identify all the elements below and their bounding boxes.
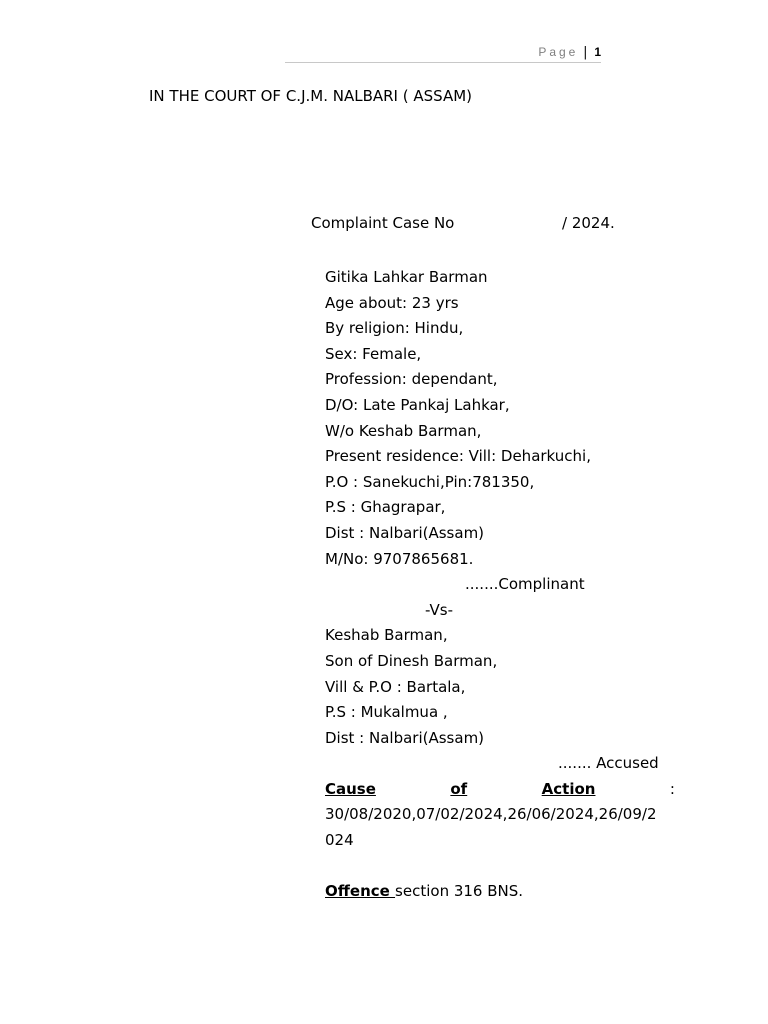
- cause-colon: :: [669, 779, 675, 798]
- accused-line: Dist : Nalbari(Assam): [325, 728, 485, 747]
- offence-label: Offence: [325, 882, 396, 901]
- action-word: Action: [541, 779, 596, 798]
- page-header: [285, 42, 601, 63]
- case-number-row: [311, 214, 631, 232]
- page-number: 1: [594, 45, 601, 59]
- case-year: / 2024.: [562, 214, 615, 232]
- complainant-line: Present residence: Vill: Deharkuchi,: [325, 447, 591, 466]
- complainant-line: M/No: 9707865681.: [325, 549, 474, 568]
- complainant-line: Gitika Lahkar Barman: [325, 268, 488, 286]
- complainant-line: By religion: Hindu,: [325, 319, 464, 338]
- cause-dates-line-1: 30/08/2020,07/02/2024,26/06/2024,26/09/2: [325, 805, 657, 824]
- parties-block: [325, 265, 675, 905]
- accused-role: ....... Accused: [558, 754, 659, 773]
- blank-line: [325, 854, 675, 880]
- complainant-line: Dist : Nalbari(Assam): [325, 523, 485, 542]
- complainant-line: P.O : Sanekuchi,Pin:781350,: [325, 472, 535, 491]
- page-separator: |: [583, 45, 588, 60]
- offence-text: section 316 BNS.: [395, 882, 524, 901]
- of-word: of: [450, 779, 468, 798]
- complainant-line: P.S : Ghagrapar,: [325, 498, 446, 517]
- accused-line: P.S : Mukalmua ,: [325, 703, 448, 722]
- complainant-line: W/o Keshab Barman,: [325, 421, 482, 440]
- cause-dates-line-2: 024: [325, 831, 354, 850]
- complainant-line: Profession: dependant,: [325, 370, 498, 389]
- cause-word: Cause: [325, 779, 376, 798]
- complainant-line: D/O: Late Pankaj Lahkar,: [325, 395, 510, 414]
- case-number-label: Complaint Case No: [311, 214, 455, 232]
- accused-line: Keshab Barman,: [325, 626, 448, 645]
- cause-of-action-heading: [325, 777, 675, 803]
- offence-line: [325, 879, 675, 905]
- accused-line: Son of Dinesh Barman,: [325, 651, 498, 670]
- complainant-line: Sex: Female,: [325, 344, 422, 363]
- page-label: Page: [538, 45, 579, 59]
- court-title: IN THE COURT OF C.J.M. NALBARI ( ASSAM): [149, 87, 472, 105]
- accused-line: Vill & P.O : Bartala,: [325, 677, 466, 696]
- complainant-line: Age about: 23 yrs: [325, 293, 459, 312]
- versus-label: -Vs-: [425, 600, 454, 619]
- complainant-role: .......Complinant: [465, 575, 585, 594]
